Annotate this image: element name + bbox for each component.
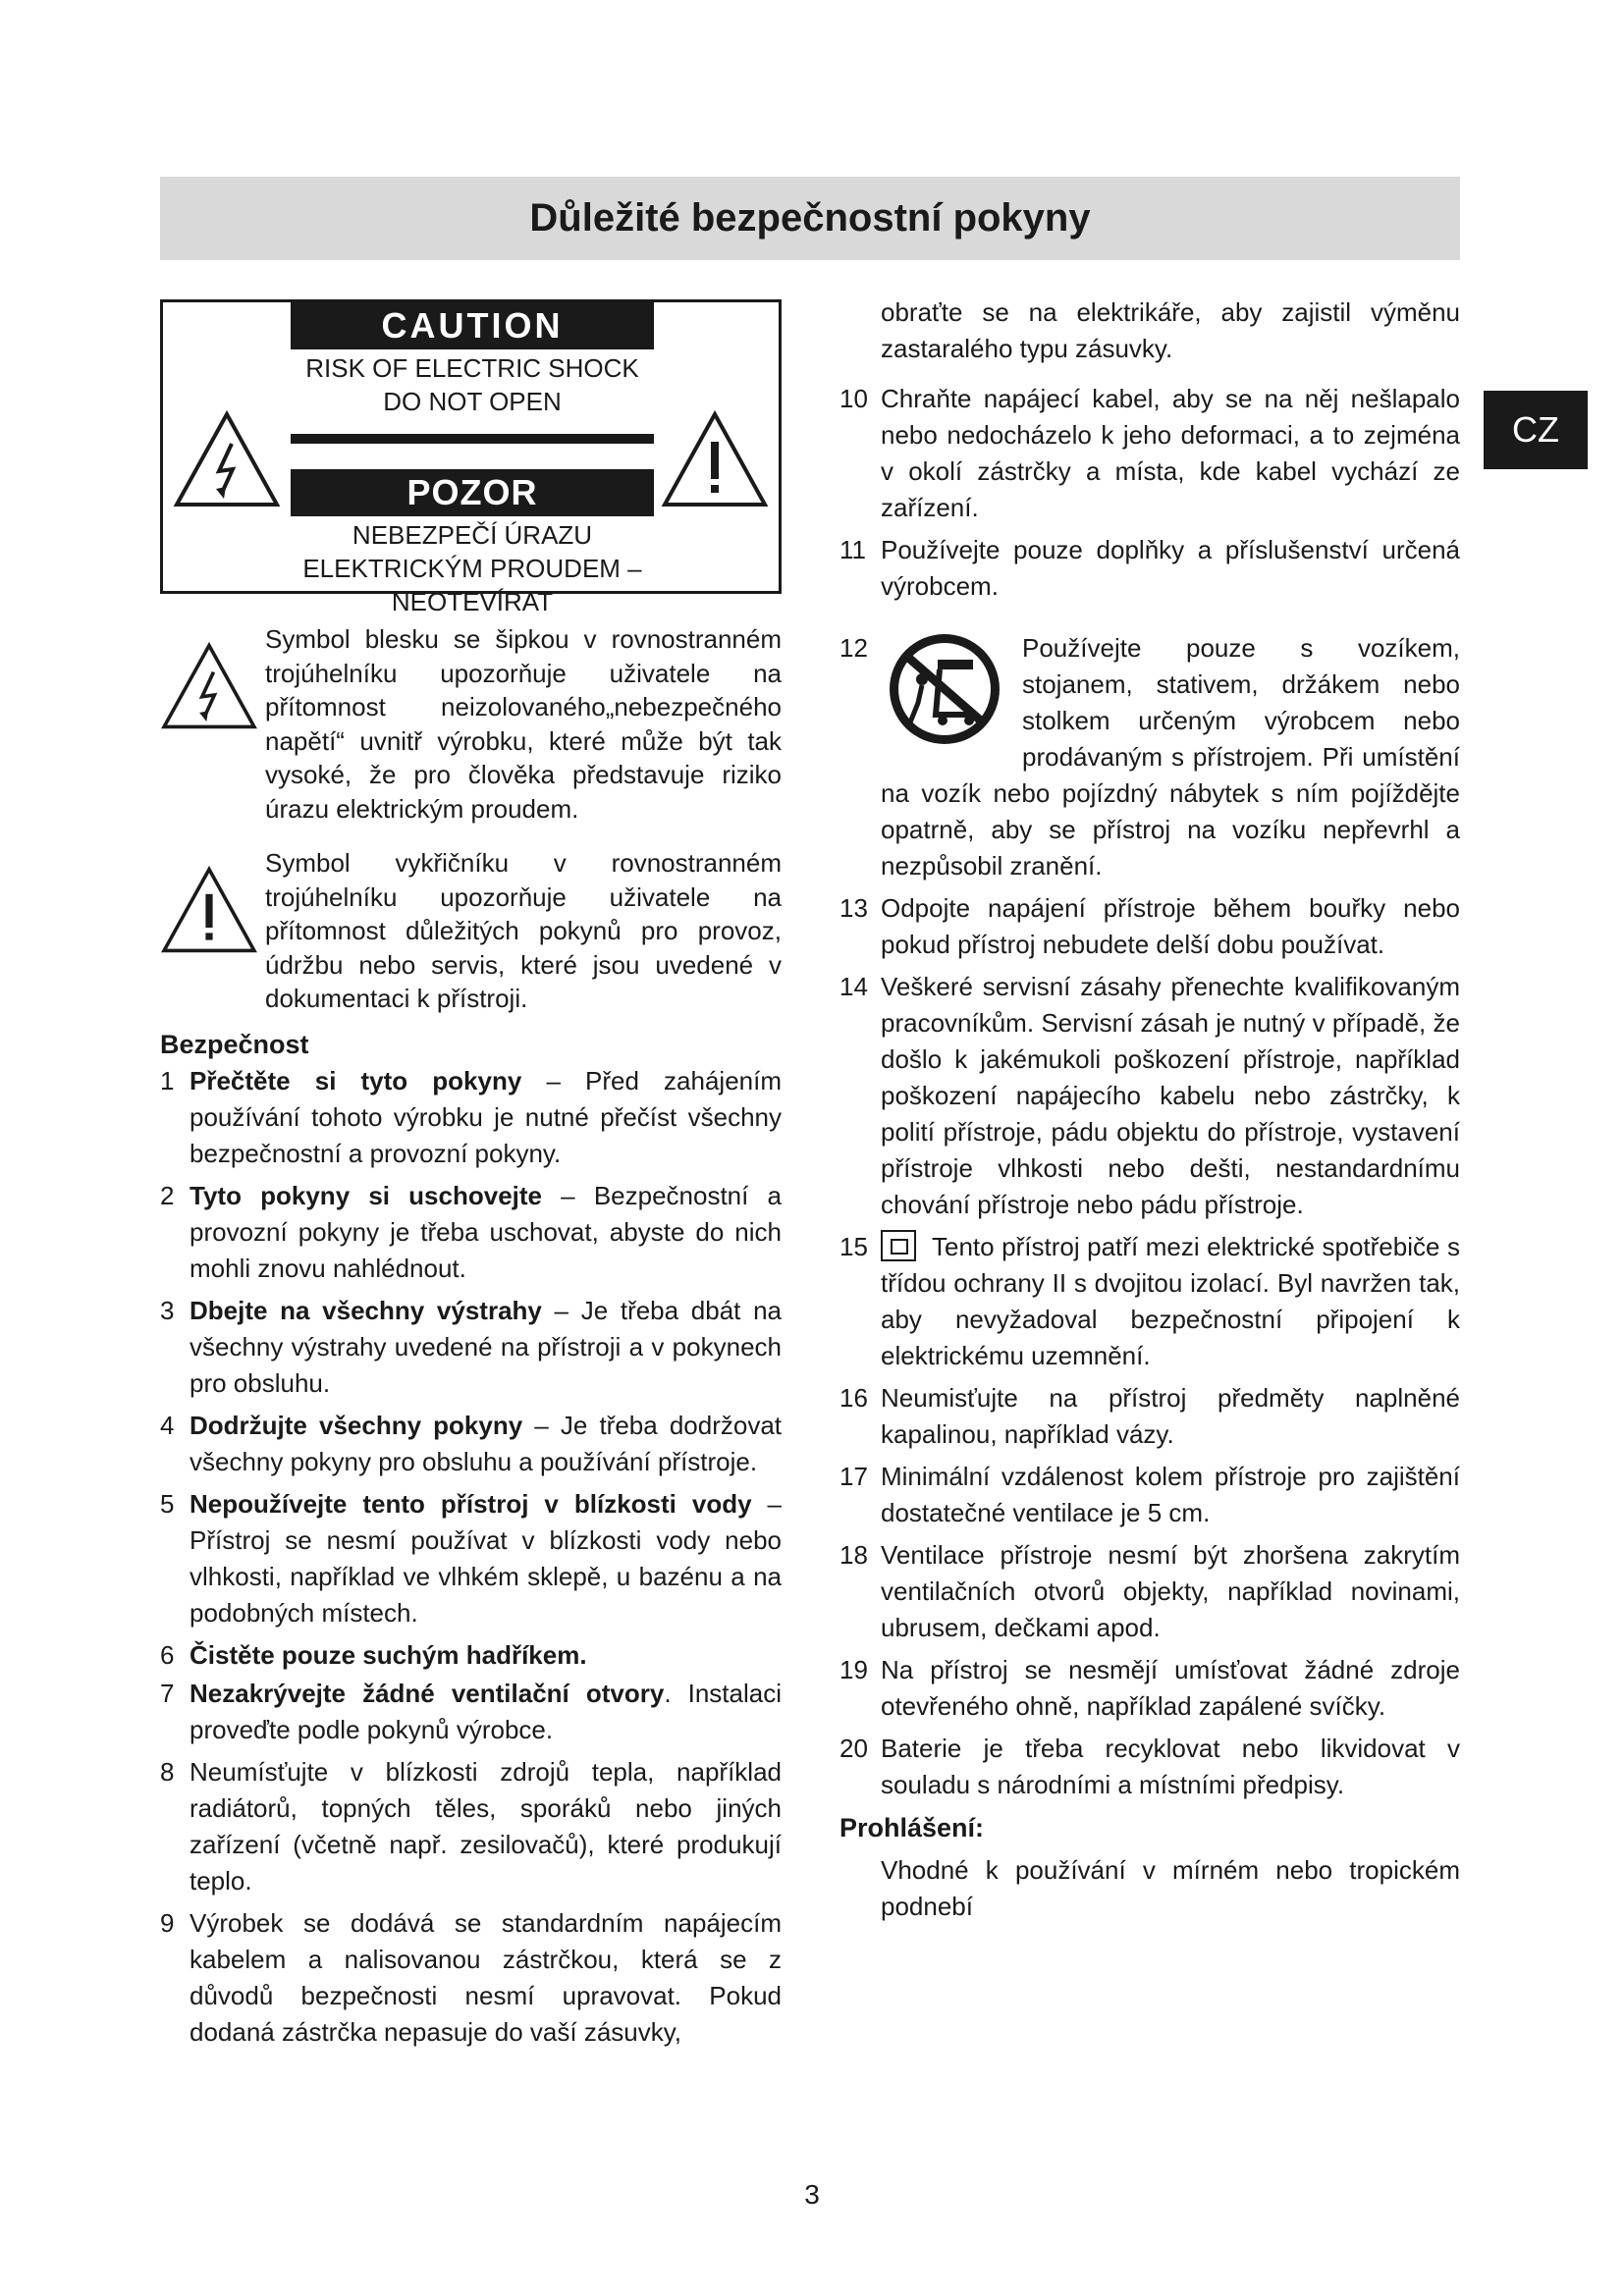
item-text: Veškeré servisní zásahy přenechte kvalifikovaným pracovníkům. Servisní zásah je nutný v případě, že došlo k jakémukoli poškození přístroje, například poškození napájecího kabelu nebo zástrčky, k polití přístroje, pádu objektu do přístroje, vystavení přístroje vlhkosti nebo dešti, nestandardnímu chování přístroje nebo pádu přístroje. [881,972,1460,1219]
item-number: 2 [160,1181,175,1210]
item-number: 5 [160,1489,175,1519]
caution-line: RISK OF ELECTRIC SHOCK [305,353,639,383]
list-item [160,1637,782,1674]
list-item [160,1486,782,1631]
item-text: Používejte pouze doplňky a příslušenství určená výrobcem. [881,535,1460,601]
page-number: 3 [804,2179,820,2210]
item-number: 1 [160,1066,175,1095]
item-title: Dodržujte všechny pokyny [189,1411,523,1440]
item-text: Výrobek se dodává se standardním napájecím kabelem a nalisovanou zástrčkou, která se z důvodů bezpečnosti nesmí upravovat. Pokud dodaná zástrčka nepasuje do vaší zásuvky, [189,1908,782,2047]
item-text: – Před zahájením používání tohoto výrobku je nutné přečíst všechny bezpečnostní a provozní pokyny. [189,1066,783,1168]
safety-section [160,1026,782,2056]
item-number: 6 [160,1640,175,1670]
exclamation-warning-icon [160,866,258,954]
list-item [160,1754,782,1899]
item-number: 4 [160,1411,175,1440]
item-text: Na přístroj se nesmějí umísťovat žádné zdroje otevřeného ohně, například zapálené svíčky. [881,1655,1460,1721]
item-text: Používejte pouze s vozíkem, stojanem, stativem, držákem nebo stolkem určeným výrobcem nebo prodávaným s přístrojem. Při umístění na vozík nebo pojízdný nábytek s ním pojíždějte opatrně, aby se přístroj na vozíku nepřevrhl a nezpůsobil zranění. [881,633,1460,881]
item-title: Nezakrývejte žádné ventilační otvory [189,1679,665,1708]
list-item [160,1905,782,2051]
item-number: 9 [160,1908,175,1938]
list-item: 12 Používejte pouze s vozíkem, stojanem, stativem, držákem nebo stolkem určeným výrobcem nebo prodávaným s přístrojem. Při umístění na vozík nebo pojízdný nábytek s ním pojíždějte opatrně, aby se přístroj na vozíku nepřevrhl a nezpůsobil zranění. [839,630,1460,884]
list-item [160,1293,782,1402]
list-item [160,1676,782,1748]
item-title: Tyto pokyny si uschovejte [189,1181,543,1210]
pozor-line: NEOTEVÍRAT [391,587,554,616]
list-item [160,1063,782,1172]
list-item: 15 Tento přístroj patří mezi elektrické spotřebiče s třídou ochrany II s dvojitou izolací. Byl navržen tak, aby nevyžadoval bezpečnostní připojení k elektrickému uzemnění. [839,1232,1460,1370]
list-item: 19 Na přístroj se nesmějí umísťovat žádné zdroje otevřeného ohně, například zapálené svíčky. [839,1652,1460,1725]
symbol-text: Symbol vykřičníku v rovnostranném trojúhelníku upozorňuje uživatele na přítomnost důležitých pokynů pro provoz, údržbu nebo servis, které jsou uvedené v dokumentaci k přístroji. [265,848,782,1013]
lightning-symbol-note [160,622,782,826]
item-text: – Je třeba dbát na všechny výstrahy uvedené na přístroji a v pokynech pro obsluhu. [189,1296,782,1398]
symbol-text: Symbol blesku se šipkou v rovnostranném trojúhelníku upozorňuje uživatele na přítomnost neizolovaného„nebezpečného napětí“ uvnitř výrobku, které může být tak vysoké, že pro člověka představuje riziko úrazu elektrickým proudem. [265,624,782,824]
item-title: Nepoužívejte tento přístroj v blízkosti vody [189,1489,752,1519]
item-text: – Bezpečnostní a provozní pokyny je třeba uschovat, abyste do nich mohli znovu nahlédnout. [189,1181,782,1283]
pozor-line: NEBEZPEČÍ ÚRAZU [352,520,593,550]
list-item: 14 Veškeré servisní zásahy přenechte kvalifikovaným pracovníkům. Servisní zásah je nutný v případě, že došlo k jakémukoli poškození přístroje, například poškození napájecího kabelu nebo zástrčky, k polití přístroje, pádu objektu do přístroje, vystavení přístroje vlhkosti nebo dešti, nestandardnímu chování přístroje nebo pádu přístroje. [839,969,1460,1223]
class-ii-icon [881,1230,916,1261]
safety-section-continued [839,294,1460,1939]
item-text: Odpojte napájení přístroje během bouřky nebo pokud přístroj nebudete delší dobu používat. [881,893,1460,959]
declaration-heading: Prohlášení: [839,1813,985,1842]
list-item [160,1408,782,1480]
lightning-warning-icon [160,642,258,730]
exclamation-warning-icon [661,410,769,508]
page-title: Důležité bezpečnostní pokyny [529,196,1091,240]
cart-warning-icon [881,630,1008,748]
list-item: 13 Odpojte napájení přístroje během bouřky nebo pokud přístroj nebudete delší dobu používat. [839,890,1460,963]
item-title: Přečtěte si tyto pokyny [189,1066,522,1095]
list-item: 10 Chraňte napájecí kabel, aby se na něj nešlapalo nebo nedocházelo k jeho deformaci, a to zejména v okolí zástrčky a místa, kde kabel vychází ze zařízení. [839,381,1460,526]
list-item [160,1178,782,1287]
item-text: Tento přístroj patří mezi elektrické spotřebiče s třídou ochrany II s dvojitou izolací. Byl navržen tak, aby nevyžadoval bezpečnostní připojení k elektrickému uzemnění. [881,1232,1460,1370]
list-item: 11 Používejte pouze doplňky a příslušenství určená výrobcem. [839,532,1460,605]
item-title: Čistěte pouze suchým hadříkem. [189,1640,587,1670]
caution-label [160,299,782,616]
item-text: Chraňte napájecí kabel, aby se na něj nešlapalo nebo nedocházelo k jeho deformaci, a to zejména v okolí zástrčky a místa, kde kabel vychází ze zařízení. [881,384,1460,522]
item-text: Baterie je třeba recyklovat nebo likvidovat v souladu s národními a místními předpisy. [881,1734,1460,1799]
list-item: 18 Ventilace přístroje nesmí být zhoršena zakrytím ventilačních otvorů objekty, například novinami, ubrusem, dečkami apod. [839,1537,1460,1646]
language-tab: CZ [1484,391,1588,469]
item-text: . Instalaci proveďte podle pokynů výrobce. [189,1679,782,1744]
item-number: 3 [160,1296,175,1325]
list-item: 17 Minimální vzdálenost kolem přístroje pro zajištění dostatečné ventilace je 5 cm. [839,1459,1460,1531]
caution-line: DO NOT OPEN [383,387,562,416]
item-number: 7 [160,1679,175,1708]
item-continuation: obraťte se na elektrikáře, aby zajistil výměnu zastaralého typu zásuvky. [881,297,1460,363]
title-bar [160,177,1460,260]
item-text: Minimální vzdálenost kolem přístroje pro zajištění dostatečné ventilace je 5 cm. [881,1462,1460,1527]
list-item: 20 Baterie je třeba recyklovat nebo likvidovat v souladu s národními a místními předpisy. [839,1731,1460,1803]
item-text: Neumisťujte na přístroj předměty naplněné kapalinou, například vázy. [881,1383,1460,1449]
divider [291,434,654,444]
exclamation-symbol-note [160,846,782,1016]
item-text: – Je třeba dodržovat všechny pokyny pro obsluhu a používání přístroje. [189,1411,783,1476]
section-heading: Bezpečnost [160,1030,309,1059]
item-number: 8 [160,1757,175,1787]
item-text: Neumísťujte v blízkosti zdrojů tepla, například radiátorů, topných těles, sporáků nebo jiných zařízení (včetně např. zesilovačů), které produkují teplo. [189,1757,782,1896]
item-title: Dbejte na všechny výstrahy [189,1296,542,1325]
pozor-heading: POZOR [291,469,654,516]
item-text: – Přístroj se nesmí používat v blízkosti vody nebo vlhkosti, například ve vlhkém sklepě, u bazénu a na podobných místech. [189,1489,783,1628]
item-text: Ventilace přístroje nesmí být zhoršena zakrytím ventilačních otvorů objekty, například novinami, ubrusem, dečkami apod. [881,1540,1460,1642]
lightning-warning-icon [173,410,281,508]
declaration-text: Vhodné k používání v mírném nebo tropickém podnebí [881,1855,1460,1921]
pozor-line: ELEKTRICKÝM PROUDEM – [302,554,642,583]
caution-heading: CAUTION [291,302,654,349]
list-item: 16 Neumisťujte na přístroj předměty naplněné kapalinou, například vázy. [839,1380,1460,1453]
